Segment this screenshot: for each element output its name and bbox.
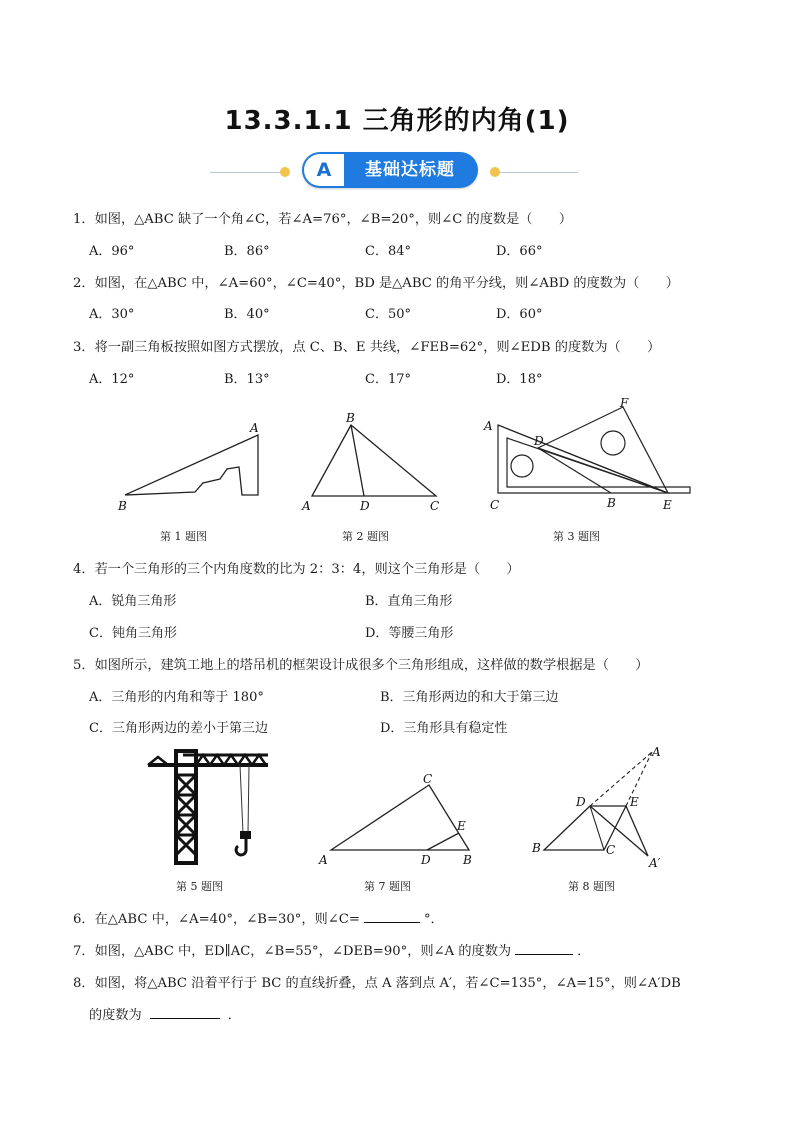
q2-option-c: C．50° (365, 307, 411, 322)
figure-1-caption: 第 1 题图 (160, 530, 207, 543)
q3-option-d: D．18° (496, 372, 543, 387)
fig7-label-c: C (423, 772, 433, 786)
section-divider-right (500, 172, 578, 173)
question-6-suffix: °． (423, 912, 444, 927)
q5-option-d: D．三角形具有稳定性 (380, 721, 508, 736)
fig7-label-e: E (457, 819, 466, 833)
question-7 (73, 940, 590, 959)
q5-option-a: A．三角形的内角和等于 180° (89, 690, 264, 705)
question-8-cont (89, 1004, 241, 1023)
fig1-label-a: A (250, 421, 259, 435)
fig8-label-b: B (532, 841, 541, 855)
section-divider-left (210, 172, 288, 173)
q1-option-c: C．84° (365, 244, 411, 259)
figure-8 (528, 742, 673, 872)
q4-option-b: B．直角三角形 (365, 594, 453, 609)
fig3-label-d: D (534, 434, 544, 448)
fig8-label-a-prime: A′ (649, 856, 661, 870)
answer-blank-7[interactable] (515, 942, 573, 955)
figure-8-caption: 第 8 题图 (568, 880, 615, 893)
fig3-label-f: F (620, 396, 629, 410)
question-2: 2．如图，在△ABC 中，∠A=60°，∠C=40°，BD 是△ABC 的角平分线，则∠ABD 的度数为（ ） (73, 276, 679, 291)
fig7-label-a: A (319, 853, 328, 867)
question-5: 5．如图所示，建筑工地上的塔吊机的框架设计成很多个三角形组成，这样做的数学根据是（ ） (73, 658, 649, 673)
fig8-label-a: A (652, 745, 661, 759)
figure-5-crane (143, 745, 273, 870)
fig3-label-a: A (484, 419, 493, 433)
question-8-suffix: ． (227, 1008, 241, 1023)
q1-option-b: B．86° (224, 244, 270, 259)
q4-option-c: C．钝角三角形 (89, 626, 177, 641)
question-1: 1．如图，△ABC 缺了一个角∠C，若∠A=76°，∠B=20°，则∠C 的度数是（ ） (73, 212, 573, 227)
fig3-label-c: C (490, 498, 500, 512)
answer-blank-6[interactable] (364, 910, 420, 923)
section-dot-right (490, 167, 500, 177)
q3-option-c: C．17° (365, 372, 411, 387)
figure-2 (296, 410, 451, 520)
figure-2-caption: 第 2 题图 (342, 530, 389, 543)
q1-option-a: A．96° (89, 244, 135, 259)
question-8-text2: 的度数为 (89, 1008, 142, 1023)
fig3-label-e: E (663, 498, 672, 512)
question-6 (73, 908, 444, 927)
fig8-label-d: D (576, 795, 586, 809)
figure-7 (313, 768, 483, 873)
section-letter: A (304, 154, 344, 186)
q2-option-a: A．30° (89, 307, 135, 322)
page-title: 13.3.1.1 三角形的内角(1) (224, 106, 570, 136)
q2-option-d: D．60° (496, 307, 543, 322)
section-name: 基础达标题 (365, 160, 455, 180)
fig2-label-d: D (360, 499, 370, 513)
figure-1 (110, 415, 280, 515)
question-4: 4．若一个三角形的三个内角度数的比为 2：3：4，则这个三角形是（ ） (73, 562, 520, 577)
figure-3 (480, 393, 705, 518)
fig3-label-b: B (607, 496, 616, 510)
answer-blank-8[interactable] (150, 1006, 220, 1019)
figure-5-caption: 第 5 题图 (176, 880, 223, 893)
question-6-text: 6．在△ABC 中，∠A=40°，∠B=30°，则∠C= (73, 912, 360, 927)
fig8-label-c: C (606, 843, 616, 857)
q3-option-b: B．13° (224, 372, 270, 387)
question-3: 3．将一副三角板按照如图方式摆放，点 C、B、E 共线，∠FEB=62°，则∠EDB 的度数为（ ） (73, 340, 661, 355)
figure-7-caption: 第 7 题图 (364, 880, 411, 893)
fig7-label-b: B (463, 853, 472, 867)
question-7-suffix: ． (577, 944, 591, 959)
fig8-label-e: E (630, 795, 639, 809)
q5-option-b: B．三角形两边的和大于第三边 (380, 690, 559, 705)
fig7-label-d: D (421, 853, 431, 867)
q2-option-b: B．40° (224, 307, 270, 322)
q5-option-c: C．三角形两边的差小于第三边 (89, 721, 268, 736)
fig1-label-b: B (118, 499, 127, 513)
question-7-text: 7．如图，△ABC 中，ED∥AC，∠B=55°，∠DEB=90°，则∠A 的度数为 (73, 944, 512, 959)
fig2-label-b: B (346, 411, 355, 425)
q1-option-d: D．66° (496, 244, 543, 259)
section-dot-left (280, 167, 290, 177)
q4-option-d: D．等腰三角形 (365, 626, 454, 641)
fig2-label-a: A (302, 499, 311, 513)
fig2-label-c: C (430, 499, 440, 513)
q4-option-a: A．锐角三角形 (89, 594, 177, 609)
figure-3-caption: 第 3 题图 (553, 530, 600, 543)
question-8: 8．如图，将△ABC 沿着平行于 BC 的直线折叠，点 A 落到点 A′，若∠C=135°，∠A=15°，则∠A′DB (73, 976, 681, 991)
q3-option-a: A．12° (89, 372, 135, 387)
